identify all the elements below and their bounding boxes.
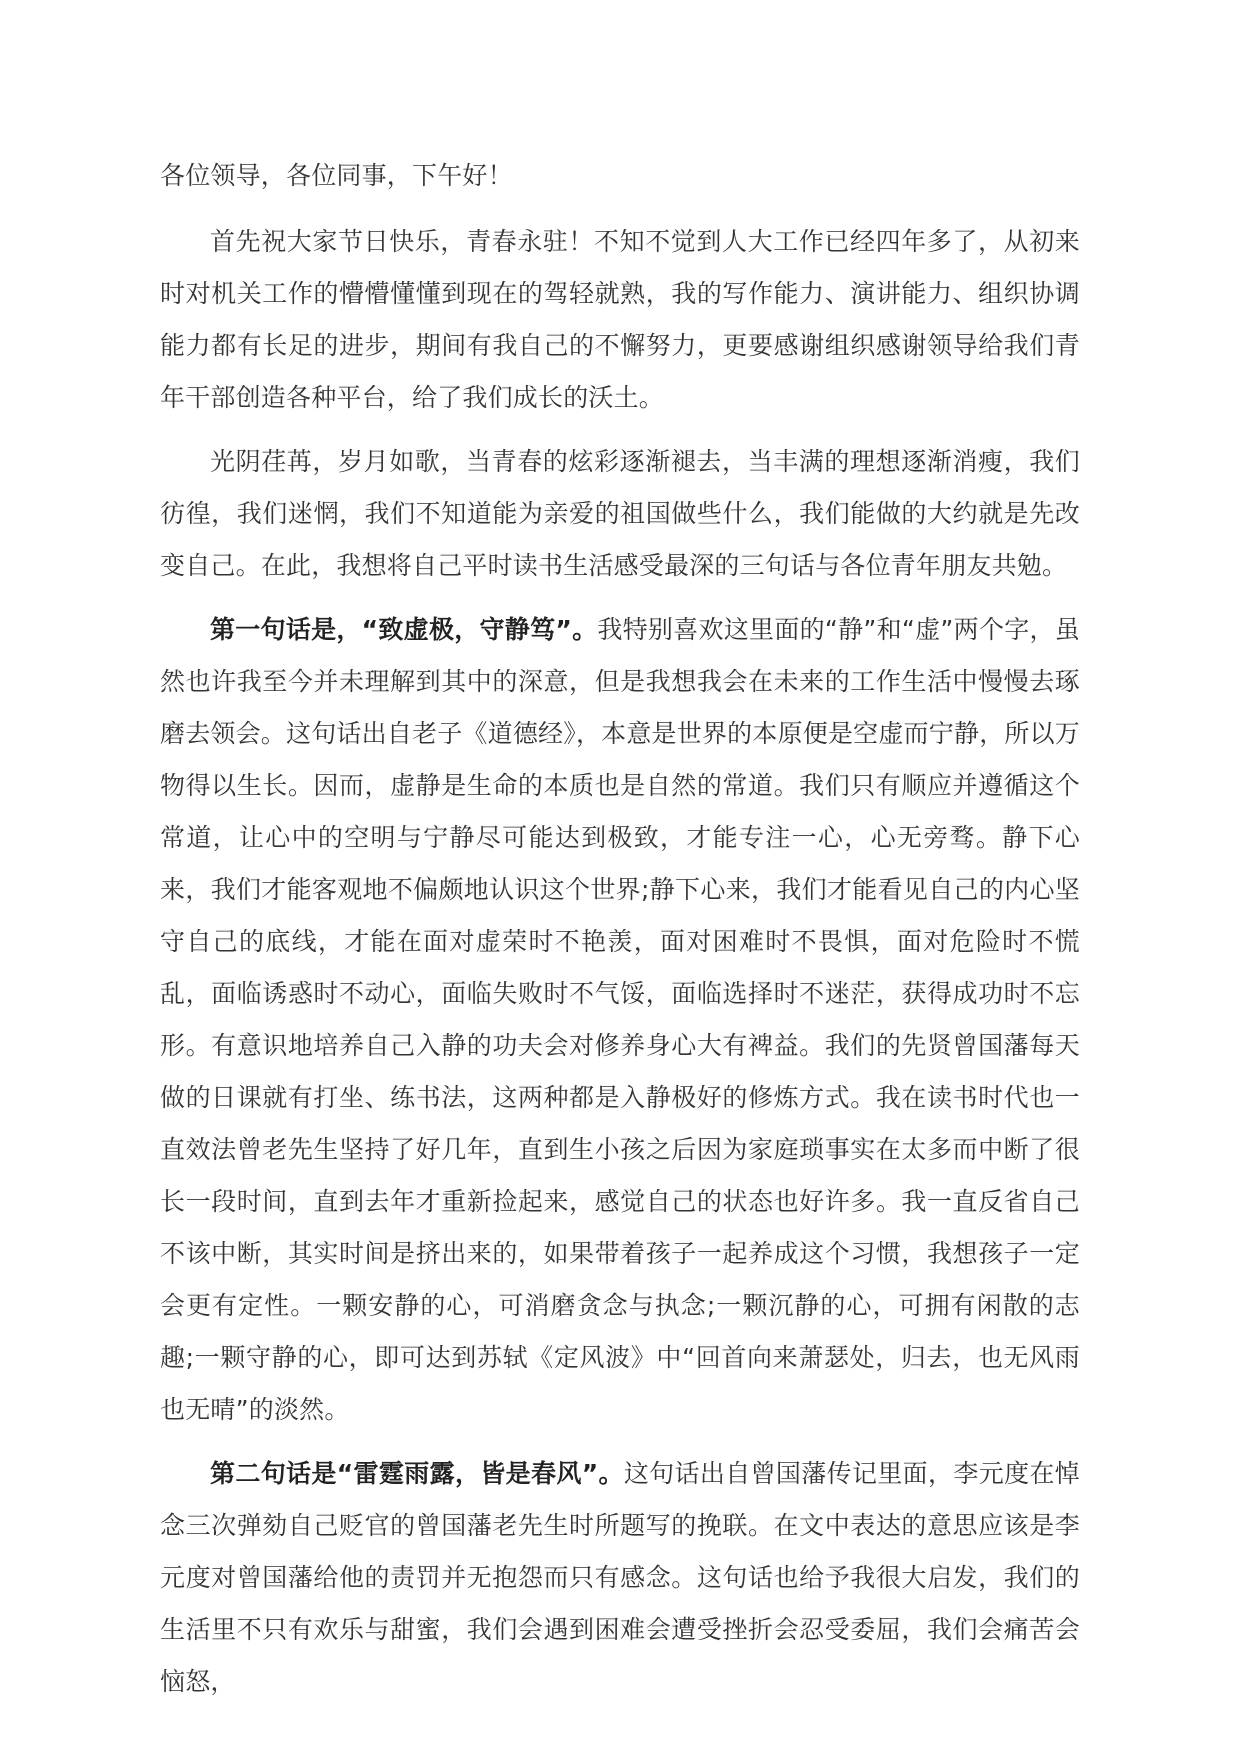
paragraph-2-text: 光阴荏苒，岁月如歌，当青春的炫彩逐渐褪去，当丰满的理想逐渐消瘦，我们彷徨，我们迷惘，我们不知道能为亲爱的祖国做些什么，我们能做的大约就是先改变自己。在此，我想将自己平时读书生活感受最深的三句话与各位青年朋友共勉。 [160, 447, 1080, 580]
paragraph-4-text: 这句话出自曾国藩传记里面，李元度在悼念三次弹劾自己贬官的曾国藩老先生时所题写的挽联。在文中表达的意思应该是李元度对曾国藩给他的责罚并无抱怨而只有感念。这句话也给予我很大启发，我们的生活里不只有欢乐与甜蜜，我们会遇到困难会遭受挫折会忍受委屈，我们会痛苦会恼怒， [160, 1459, 1080, 1696]
paragraph-4 [160, 1448, 1080, 1708]
paragraph-3-lead: 第一句话是，“致虚极，守静笃”。 [210, 615, 598, 644]
paragraph-1 [160, 216, 1080, 424]
document-page [160, 150, 1080, 1720]
paragraph-3 [160, 604, 1080, 1436]
paragraph-2 [160, 436, 1080, 592]
paragraph-3-text: 我特别喜欢这里面的“静”和“虚”两个字，虽然也许我至今并未理解到其中的深意，但是我想我会在未来的工作生活中慢慢去琢磨去领会。这句话出自老子《道德经》，本意是世界的本原便是空虚而宁静，所以万物得以生长。因而，虚静是生命的本质也是自然的常道。我们只有顺应并遵循这个常道，让心中的空明与宁静尽可能达到极致，才能专注一心，心无旁骛。静下心来，我们才能客观地不偏颇地认识这个世界;静下心来，我们才能看见自己的内心坚守自己的底线，才能在面对虚荣时不艳羡，面对困难时不畏惧，面对危险时不慌乱，面临诱惑时不动心，面临失败时不气馁，面临选择时不迷茫，获得成功时不忘形。有意识地培养自己入静的功夫会对修养身心大有裨益。我们的先贤曾国藩每天做的日课就有打坐、练书法，这两种都是入静极好的修炼方式。我在读书时代也一直效法曾老先生坚持了好几年，直到生小孩之后因为家庭琐事实在太多而中断了很长一段时间，直到去年才重新捡起来，感觉自己的状态也好许多。我一直反省自己不该中断，其实时间是挤出来的，如果带着孩子一起养成这个习惯，我想孩子一定会更有定性。一颗安静的心，可消磨贪念与执念;一颗沉静的心，可拥有闲散的志趣;一颗守静的心，即可达到苏轼《定风波》中“回首向来萧瑟处，归去，也无风雨也无晴”的淡然。 [160, 615, 1080, 1424]
paragraph-1-text: 首先祝大家节日快乐，青春永驻！不知不觉到人大工作已经四年多了，从初来时对机关工作的懵懵懂懂到现在的驾轻就熟，我的写作能力、演讲能力、组织协调能力都有长足的进步，期间有我自己的不懈努力，更要感谢组织感谢领导给我们青年干部创造各种平台，给了我们成长的沃土。 [160, 227, 1080, 412]
paragraph-4-lead: 第二句话是“雷霆雨露，皆是春风”。 [210, 1459, 624, 1488]
greeting-line: 各位领导，各位同事，下午好！ [160, 161, 513, 190]
